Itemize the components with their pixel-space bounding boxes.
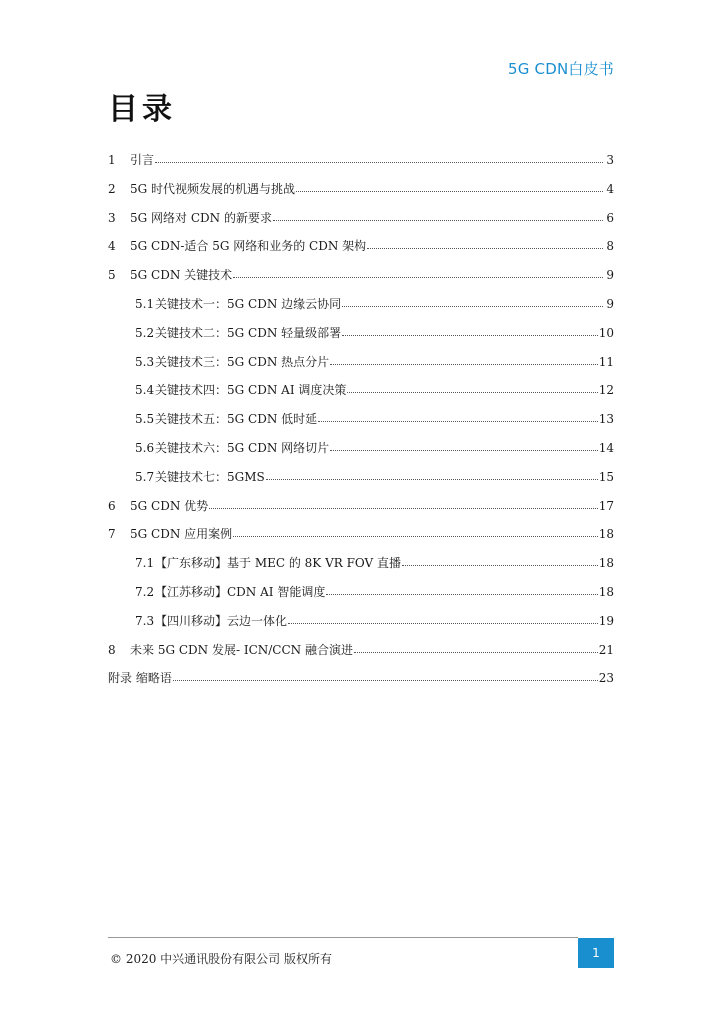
- footer-divider: [108, 937, 578, 938]
- toc-entry-title: 【江苏移动】CDN AI 智能调度: [155, 584, 326, 599]
- toc-entry[interactable]: [108, 265, 614, 294]
- toc-entry-title: 【广东移动】基于 MEC 的 8K VR FOV 直播: [155, 556, 402, 571]
- toc-entry-number: 5.2: [135, 325, 155, 340]
- toc-entry-title: 关键技术二：5G CDN 轻量级部署: [155, 325, 342, 340]
- toc-entry-title: 引言: [130, 153, 155, 167]
- toc-entry-number: 5.3: [135, 354, 155, 369]
- toc-entry-page: 18: [598, 527, 614, 542]
- toc-entry-title: 关键技术七：5GMS: [155, 469, 265, 484]
- toc-entry-title: 5G 网络对 CDN 的新要求: [130, 210, 272, 225]
- toc-entry-number: 2: [108, 181, 116, 196]
- toc-entry-title: 5G CDN 应用案例: [130, 527, 233, 542]
- toc-dot-leader: [155, 152, 603, 164]
- toc-dot-leader: [330, 440, 598, 452]
- toc-dot-leader: [367, 238, 603, 250]
- toc-entry-page: 19: [598, 613, 614, 628]
- toc-entry-title: 未来 5G CDN 发展- ICN/CCN 融合演进: [130, 642, 353, 657]
- toc-dot-leader: [330, 354, 598, 366]
- toc-entry-page: 9: [606, 268, 614, 283]
- toc-entry-page: 4: [606, 181, 614, 196]
- toc-entry-page: 23: [598, 671, 614, 686]
- toc-entry-title: 【四川移动】云边一体化: [155, 613, 288, 628]
- toc-entry-page: 9: [606, 296, 614, 311]
- toc-entry-title: 关键技术一：5G CDN 边缘云协同: [155, 296, 342, 311]
- toc-entry-page: 13: [598, 412, 614, 427]
- toc-dot-leader: [326, 584, 597, 596]
- toc-dot-leader: [347, 382, 597, 394]
- toc-entry-title: 关键技术五：5G CDN 低时延: [155, 412, 318, 427]
- toc-entry-page: 8: [606, 239, 614, 254]
- toc-dot-leader: [354, 642, 598, 654]
- toc-entry-number: 6: [108, 498, 116, 513]
- toc-entry-number: 5.4: [135, 383, 155, 398]
- toc-entry-title: 附录 缩略语: [108, 671, 172, 686]
- toc-entry[interactable]: [108, 438, 614, 467]
- toc-entry-number: 1: [108, 153, 116, 167]
- toc-dot-leader: [209, 498, 598, 510]
- toc-entry-title: 5G CDN-适合 5G 网络和业务的 CDN 架构: [130, 239, 367, 254]
- toc-entry-title: 5G CDN 关键技术: [130, 268, 233, 283]
- toc-entry-page: 11: [598, 354, 614, 369]
- toc-entry-number: 5.7: [135, 469, 155, 484]
- toc-entry[interactable]: [108, 668, 614, 697]
- toc-entry[interactable]: [108, 352, 614, 381]
- toc-entry[interactable]: [108, 208, 614, 237]
- toc-entry[interactable]: [108, 640, 614, 669]
- toc-entry-page: 17: [598, 498, 614, 513]
- toc-dot-leader: [288, 613, 598, 625]
- footer-copyright: © 2020 中兴通讯股份有限公司 版权所有: [110, 952, 332, 966]
- toc-entry[interactable]: [108, 380, 614, 409]
- toc-entry[interactable]: [108, 582, 614, 611]
- toc-dot-leader: [266, 469, 598, 481]
- toc-entry[interactable]: [108, 150, 614, 179]
- toc-entry-number: 7.3: [135, 613, 155, 628]
- toc-entry-page: 21: [598, 642, 614, 657]
- toc-entry[interactable]: [108, 294, 614, 323]
- toc-entry[interactable]: [108, 409, 614, 438]
- toc-dot-leader: [173, 670, 598, 682]
- toc-dot-leader: [233, 267, 603, 279]
- toc-entry-title: 关键技术三：5G CDN 热点分片: [155, 354, 330, 369]
- toc-dot-leader: [273, 210, 603, 222]
- toc-entry-title: 关键技术六：5G CDN 网络切片: [155, 440, 330, 455]
- toc-entry-number: 7: [108, 527, 116, 542]
- toc-dot-leader: [342, 325, 598, 337]
- toc-entry[interactable]: [108, 179, 614, 208]
- toc-entry-page: 18: [598, 556, 614, 571]
- toc-entry-number: 5.1: [135, 296, 155, 311]
- toc-entry-page: 15: [598, 469, 614, 484]
- toc-entry-number: 5.5: [135, 412, 155, 427]
- toc-entry-number: 3: [108, 210, 116, 225]
- toc-entry-number: 7.1: [135, 556, 155, 571]
- toc-dot-leader: [296, 181, 603, 193]
- toc-entry[interactable]: [108, 236, 614, 265]
- toc-dot-leader: [402, 555, 598, 567]
- toc-entry-title: 5G 时代视频发展的机遇与挑战: [130, 181, 296, 196]
- toc-entry-number: 5: [108, 268, 116, 283]
- page-title: 目录: [108, 92, 176, 127]
- toc-entry[interactable]: [108, 467, 614, 496]
- toc-entry[interactable]: [108, 323, 614, 352]
- header-brand: 5G CDN白皮书: [508, 60, 614, 78]
- toc-entry-page: 14: [598, 440, 614, 455]
- toc-entry-number: 5.6: [135, 440, 155, 455]
- toc-entry[interactable]: [108, 496, 614, 525]
- toc-entry[interactable]: [108, 611, 614, 640]
- toc-entry-page: 18: [598, 584, 614, 599]
- toc-dot-leader: [318, 411, 598, 423]
- toc-entry-page: 3: [606, 153, 614, 167]
- toc-entry-page: 12: [598, 383, 614, 398]
- toc-entry-title: 关键技术四：5G CDN AI 调度决策: [155, 383, 347, 398]
- toc-entry-number: 4: [108, 239, 116, 254]
- toc-entry-number: 8: [108, 642, 116, 657]
- page-number: 1: [578, 938, 614, 968]
- toc-entry-page: 6: [606, 210, 614, 225]
- toc-dot-leader: [342, 296, 603, 308]
- table-of-contents: [108, 150, 614, 697]
- toc-dot-leader: [233, 526, 598, 538]
- toc-entry-page: 10: [598, 325, 614, 340]
- toc-entry-title: 5G CDN 优势: [130, 498, 209, 513]
- toc-entry[interactable]: [108, 524, 614, 553]
- toc-entry-number: 7.2: [135, 584, 155, 599]
- toc-entry[interactable]: [108, 553, 614, 582]
